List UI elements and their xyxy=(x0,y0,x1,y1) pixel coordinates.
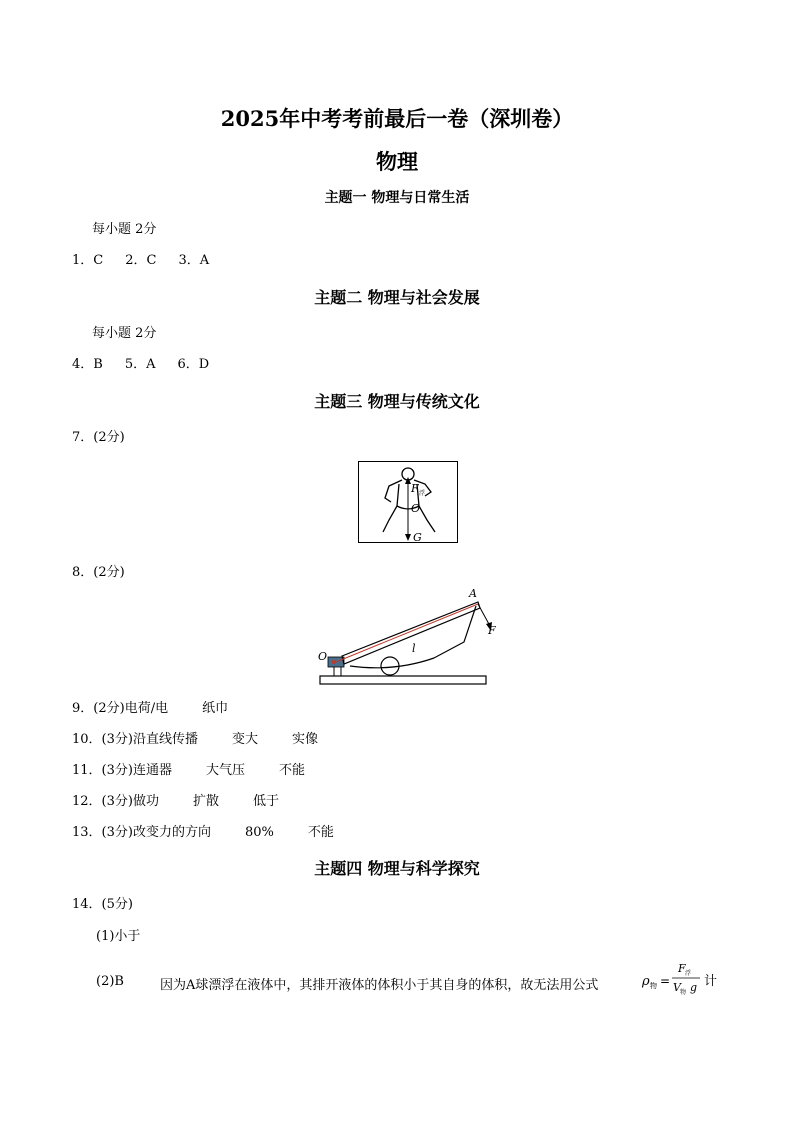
page-title: 2025年中考考前最后一卷（深圳卷） xyxy=(220,106,574,131)
answer-5: 5．A xyxy=(124,357,156,372)
answer-9-2: 纸巾 xyxy=(202,701,229,716)
section-heading-1: 主题一 物理与日常生活 xyxy=(324,190,470,206)
answer-4: 4．B xyxy=(72,357,103,372)
answer-row-11 xyxy=(72,759,305,778)
formula-rho-sub: 物 xyxy=(650,982,657,990)
fig8-label-l: l xyxy=(412,642,416,655)
answer-12-3: 低于 xyxy=(253,794,280,809)
question-13-number: 13．(3分) xyxy=(72,825,133,840)
fig7-label-o: O xyxy=(411,502,421,515)
question-14: 14．(5分) xyxy=(72,897,133,912)
answer-row-1 xyxy=(72,249,209,268)
answer-12-2: 扩散 xyxy=(192,794,219,809)
figure-8-lever xyxy=(314,586,504,688)
answer-6: 6．D xyxy=(177,357,210,372)
answer-row-2 xyxy=(72,353,209,372)
section-heading-2: 主题二 物理与社会发展 xyxy=(314,288,480,307)
answer-1: 1．C xyxy=(72,253,104,268)
answer-3: 3．A xyxy=(178,253,210,268)
answer-10-1: 沿直线传播 xyxy=(132,732,198,747)
answer-11-2: 大气压 xyxy=(205,763,245,778)
question-10-number: 10．(3分) xyxy=(72,732,133,747)
fig7-label-f: F xyxy=(411,482,419,495)
answer-row-9 xyxy=(72,697,228,716)
formula-equals: = xyxy=(660,974,671,988)
fig8-label-o: O xyxy=(318,650,328,663)
figure-7-taichi xyxy=(359,462,457,542)
section1-note: 每小题 2分 xyxy=(92,222,157,237)
formula-numerator-sub: 浮 xyxy=(685,970,692,977)
formula-tail: 计 xyxy=(704,974,718,989)
answer-10-2: 变大 xyxy=(231,732,258,747)
formula-rho: ρ xyxy=(642,974,650,989)
question-12-number: 12．(3分) xyxy=(72,794,133,809)
answer-13-3: 不能 xyxy=(307,825,334,840)
answer-row-13 xyxy=(72,821,334,840)
fig8-label-a: A xyxy=(469,587,477,600)
answer-13-2: 80% xyxy=(244,825,274,840)
subject-title: 物理 xyxy=(376,149,418,174)
answer-2: 2．C xyxy=(125,253,157,268)
fig7-label-g: G xyxy=(413,531,422,542)
section-heading-3: 主题三 物理与传统文化 xyxy=(314,392,480,411)
formula-denominator: V xyxy=(673,981,681,994)
formula-g: g xyxy=(690,981,698,994)
answer-9-1: 电荷/电 xyxy=(124,701,169,716)
answer-14-2-label: (2)B xyxy=(96,974,124,989)
question-7: 7．(2分) xyxy=(72,430,125,445)
answer-10-3: 实像 xyxy=(292,732,319,747)
fig8-label-f: F xyxy=(488,624,496,637)
answer-11-3: 不能 xyxy=(279,763,306,778)
figure-7-frame xyxy=(358,461,458,543)
answer-12-1: 做功 xyxy=(132,794,159,809)
answer-14-2-text: 因为A球漂浮在液体中，其排开液体的体积小于其自身的体积，故无法用公式 xyxy=(160,978,599,993)
answer-14-1: (1)小于 xyxy=(96,929,141,944)
answer-11-1: 连通器 xyxy=(132,763,172,778)
answer-13-1: 改变力的方向 xyxy=(132,825,211,840)
formula-numerator: F xyxy=(678,962,686,975)
formula-density xyxy=(640,958,724,998)
question-9-number: 9．(2分) xyxy=(72,701,125,716)
answer-row-10 xyxy=(72,728,318,747)
question-11-number: 11．(3分) xyxy=(72,763,133,778)
section-heading-4: 主题四 物理与科学探究 xyxy=(314,859,480,878)
question-8: 8．(2分) xyxy=(72,565,125,580)
section2-note: 每小题 2分 xyxy=(92,326,157,341)
fig7-label-f-sub: 浮 xyxy=(419,490,426,497)
formula-denominator-sub: 物 xyxy=(680,989,687,996)
answer-row-12 xyxy=(72,790,279,809)
